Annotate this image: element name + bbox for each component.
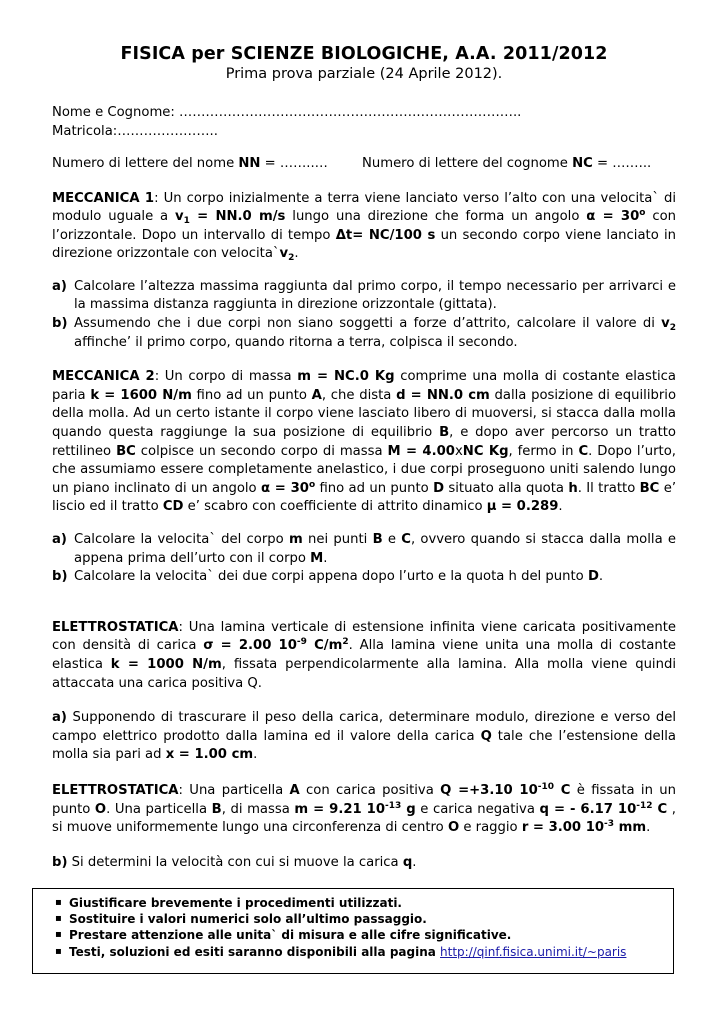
section-meccanica-2 [52, 368, 676, 587]
bullet-icon: ▪ [55, 913, 62, 925]
instructions-list [55, 895, 673, 960]
elettrostatica-1-question-a: a) Supponendo di trascurare il peso della carica, determinare modulo, direzione e verso del campo elettrico prodotto dalla lamina ed il valore della carica Q tale che l’estensione della molla sia pari ad x = 1.00 cm. [52, 710, 676, 763]
meccanica-2-text: MECCANICA 2: Un corpo di massa m = NC.0 Kg comprime una molla di costante elastica paria k = 1600 N/m fino ad un punto A, che dista d = NN.0 cm dalla posizione di equilibrio della molla. Ad un certo istante il corpo viene lasciato libero di muoversi, si stacca dalla molla quando questa raggiunge la sua posizione di equilibrio B, e dopo aver percorso un tratto rettilineo BC colpisce un secondo corpo di massa M = 4.00xNC Kg, fermo in C. Dopo l’urto, che assumiamo essere completamente anelastico, i due corpi proseguono uniti salendo lungo un piano inclinato di un angolo $\alpha = 30^o$ fino ad un punto D situato alla quota h. Il tratto BC e’ liscio ed il tratto CD e’ scabro con coefficiente di attrito dinamico μ = 0.289. [52, 369, 677, 515]
section-elettrostatica-2 [52, 782, 676, 872]
course-page-link[interactable]: http://qinf.fisica.unimi.it/~paris [440, 944, 627, 959]
exam-page [52, 40, 676, 872]
nn-field: Numero di lettere del nome NN = ……..… [52, 156, 328, 171]
instructions-box [32, 888, 674, 974]
meccanica-2-questions [52, 531, 676, 587]
bullet-icon: ▪ [55, 897, 62, 908]
question-b: b) Assumendo che i due corpi non siano soggetti a forze d’attrito, calcolare il valore di $v_2$ affinche’ il primo corpo, quando ritorna a terra, colpisca il secondo. [52, 316, 676, 350]
elettrostatica-2-text: ELETTROSTATICA: Una particella A con carica positiva Q =+3.10 $10^{-10}$ C è fissata in un punto O. Una particella B, di massa m = 9.21 $10^{-13}$ g e carica negativa q = - 6.17 $10^{-12}$ C , si muove uniformemente lungo una circonferenza di centro O e raggio r = 3.00 $10^{-3}$ mm. [52, 781, 676, 836]
meccanica-1-questions [52, 278, 676, 352]
question-a: a) Calcolare la velocita` del corpo m nei punti B e C, ovvero quando si stacca dalla molla e appena prima dell’urto con il corpo M. [52, 532, 677, 566]
instruction-item: ▪ Sostituire i valori numerici solo all’ultimo passaggio. [55, 912, 427, 927]
elettrostatica-1-text: ELETTROSTATICA: Una lamina verticale di estensione infinita viene caricata positivamente con densità di carica σ = 2.00 $10^{-9}$ $C/m^2$. Alla lamina viene unita una molla di costante elastica k = 1000 N/m, fissata perpendicolarmente alla lamina. Alla molla viene quindi attaccata una carica positiva Q. [52, 619, 677, 691]
bullet-icon: ▪ [55, 929, 62, 941]
meccanica-1-text: MECCANICA 1: Un corpo inizialmente a terra viene lanciato verso l’alto con una velocita` di modulo uguale a $v_1 = NN.0$ m/s lungo una direzione che forma un angolo $\alpha = 30^o$ con l’orizzontale. Dopo un intervallo di tempo Δt= NC/100 s un secondo corpo viene lanciato in direzione orizzontale con $velocita`v_2$. [52, 190, 676, 264]
instruction-item: ▪ Giustificare brevemente i procedimenti utilizzati. [55, 896, 402, 910]
question-a: a) Calcolare l’altezza massima raggiunta dal primo corpo, il tempo necessario per arrivarci e la massima distanza raggiunta in direzione orizzontale (gittata). [52, 278, 676, 313]
letter-count-row [52, 155, 676, 174]
page-title: FISICA per SCIENZE BIOLOGICHE, A.A. 2011/2012 [120, 44, 608, 64]
section-elettrostatica-1 [52, 619, 676, 765]
section-meccanica-1 [52, 190, 676, 353]
instruction-item: ▪ Testi, soluzioni ed esiti saranno disponibili alla pagina http://qinf.fisica.unimi.it/~paris [55, 944, 627, 959]
elettrostatica-2-question-b: b) Si determini la velocità con cui si muove la carica q. [52, 854, 417, 870]
instruction-item: ▪ Prestare attenzione alle unita` di misura e alle cifre significative. [55, 928, 512, 943]
question-b: b) Calcolare la velocita` dei due corpi appena dopo l’urto e la quota h del punto D. [52, 569, 604, 585]
nc-field: Numero di lettere del cognome NC = ……... [362, 156, 652, 171]
bullet-icon: ▪ [55, 945, 62, 957]
page-subtitle: Prima prova parziale (24 Aprile 2012). [225, 66, 503, 82]
name-field-line: Nome e Cognome: ……………………………………………….………………….. Matricola:………………….. [52, 105, 522, 139]
